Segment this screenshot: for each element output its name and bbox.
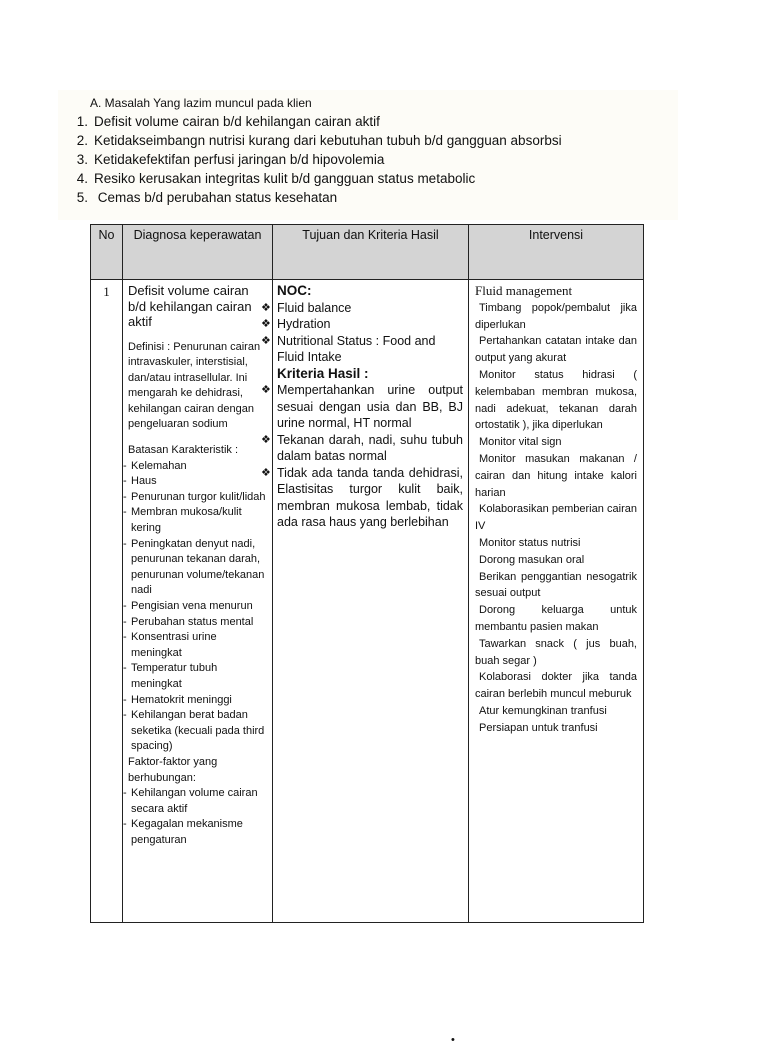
intervensi-cell [451, 280, 644, 1046]
list-item [123, 537, 268, 599]
diamond-bullet-icon: ❖ [261, 433, 271, 446]
intervention-item: Berikan penggantian nesogatrik sesuai output [475, 570, 637, 600]
list-item-text: Hematokrit meninggi [131, 693, 232, 706]
diamond-bullet-icon: ❖ [261, 318, 271, 330]
intervention-item: Monitor masukan makanan / cairan dan hitung intake kalori harian [475, 452, 637, 499]
dash-marker: - [123, 475, 127, 488]
dash-marker: - [123, 631, 127, 644]
list-item [123, 474, 268, 490]
header-tujuan: Tujuan dan Kriteria Hasil [273, 225, 469, 280]
list-item: 3. Ketidakefektifan perfusi jaringan b/d hipovolemia [76, 152, 385, 167]
list-item [123, 599, 268, 615]
list-item-text: Haus [131, 475, 157, 488]
list-item [123, 693, 268, 709]
list-item-text: Membran mukosa/kulit kering [131, 506, 242, 535]
intervensi-title: Fluid management [475, 283, 573, 298]
list-item-text: Konsentrasi urine meningkat [131, 631, 217, 659]
intervention-item: Tawarkan snack ( jus buah, buah segar ) [475, 637, 637, 667]
intervention-item: Atur kemungkinan tranfusi [479, 704, 607, 717]
list-item [261, 465, 463, 531]
list-item-text: Tidak ada tanda tanda dehidrasi, Elastisitas turgor kulit baik, membran mukosa lembab, tidak ada rasa haus yang berlebihan [277, 465, 463, 529]
list-item: 4. Resiko kerusakan integritas kulit b/d gangguan status metabolic [76, 171, 476, 186]
list-item-text: Kehilangan berat badan seketika (kecuali pada third spacing) [131, 709, 265, 753]
intervention-item: Monitor vital sign [479, 436, 562, 449]
list-item-text: Pengisian vena menurun [131, 600, 253, 612]
dash-marker: - [123, 818, 127, 831]
dash-marker: - [123, 787, 127, 800]
list-item: 2. Ketidakseimbangn nutrisi kurang dari kebutuhan tubuh b/d gangguan absorbsi [76, 133, 562, 148]
problem-list-section [58, 90, 678, 220]
list-item [261, 432, 463, 465]
intervention-item: Persiapan untuk tranfusi [479, 721, 598, 734]
intervensi-list [475, 300, 637, 737]
list-item [261, 300, 463, 317]
intervention-item: Dorong masukan oral [479, 553, 585, 566]
list-item [123, 490, 268, 506]
intervention-item: Pertahankan catatan intake dan output yang akurat [475, 335, 637, 365]
dash-marker: - [123, 662, 127, 675]
dash-marker: - [123, 709, 127, 722]
diagnosa-title: Defisit volume cairan b/d kehilangan cairan aktif [128, 283, 252, 329]
list-item-text: Perubahan status mental [131, 615, 254, 628]
list-item [123, 459, 268, 475]
list-item [123, 708, 268, 755]
batasan-label: Batasan Karakteristik : [128, 444, 239, 457]
dash-marker: - [123, 506, 127, 519]
tujuan-cell [261, 280, 469, 923]
dash-marker: - [123, 459, 127, 472]
list-item-text: Peningkatan denyut nadi, penurunan tekanan darah, penurunan volume/tekanan nadi [131, 537, 265, 597]
list-item: 1. Defisit volume cairan b/d kehilangan cairan aktif [76, 114, 380, 129]
diagnosa-cell [123, 280, 273, 923]
intervention-item: Timbang popok/pembalut jika diperlukan [475, 301, 637, 331]
section-heading: A. Masalah Yang lazim muncul pada klien [90, 96, 312, 110]
list-item-text: Penurunan turgor kulit/lidah [131, 490, 266, 503]
list-item-text: Temperatur tubuh meningkat [131, 662, 218, 690]
diamond-bullet-icon: ❖ [261, 301, 271, 314]
batasan-list [123, 459, 268, 755]
list-item-text: Tekanan darah, nadi, suhu tubuh dalam batas normal [277, 432, 463, 463]
dash-marker: - [123, 600, 127, 612]
row-number: 1 [91, 280, 123, 923]
list-item-text: Mempertahankan urine output sesuai dengan usia dan BB, BJ urine normal, HT normal [277, 383, 463, 430]
faktor-label: Faktor-faktor yang berhubungan: [128, 755, 218, 784]
list-item [123, 505, 268, 536]
list-item-text: Hydration [277, 317, 331, 331]
header-no: No [91, 225, 123, 280]
list-item [123, 661, 268, 692]
list-item [123, 630, 268, 661]
list-item: 5. Cemas b/d perubahan status kesehatan [76, 190, 338, 205]
dash-marker: - [123, 615, 127, 628]
kriteria-label: Kriteria Hasil : [277, 365, 369, 381]
table-header-row [91, 225, 644, 280]
intervention-item: Dorong keluarga untuk membantu pasien makan [475, 604, 637, 633]
noc-label: NOC: [277, 283, 312, 298]
diamond-bullet-icon: ❖ [261, 384, 271, 396]
intervention-item: Monitor status hidrasi ( kelembaban membran mukosa, nadi adekuat, tekanan darah ortostatik ), jika diperlukan [475, 368, 637, 432]
list-item-text: Nutritional Status : Food and Fluid Intake [277, 333, 436, 364]
diamond-bullet-icon: ❖ [261, 466, 271, 479]
list-item [123, 615, 268, 631]
list-item [261, 316, 463, 333]
list-item-text: Kelemahan [131, 459, 187, 472]
definisi-text: Definisi : Penurunan cairan intravaskuler, interstisial, dan/atau intrasellular. Ini mengarah ke dehidrasi, kehilangan cairan dengan pengeluaran sodium [128, 340, 261, 431]
list-item-text: Kegagalan mekanisme pengaturan [131, 818, 243, 846]
bullet-icon: • [451, 1034, 455, 1046]
kriteria-list [261, 382, 463, 531]
problem-list [58, 112, 562, 207]
faktor-list [123, 786, 268, 848]
list-item [123, 786, 268, 817]
dash-marker: - [123, 693, 127, 706]
care-plan-table [90, 224, 644, 1046]
noc-list [261, 300, 463, 366]
list-item [261, 382, 463, 432]
header-intervensi: Intervensi [469, 225, 644, 280]
list-item [123, 817, 268, 848]
dash-marker: - [123, 490, 127, 503]
list-item-text: Kehilangan volume cairan secara aktif [131, 787, 258, 815]
intervention-item: Monitor status nutrisi [479, 536, 581, 549]
header-diagnosa: Diagnosa keperawatan [123, 225, 273, 280]
list-item [261, 333, 463, 366]
intervention-item: Kolaborasi dokter jika tanda cairan berlebih muncul meburuk [475, 671, 637, 701]
list-item-text: Fluid balance [277, 300, 352, 315]
dash-marker: - [123, 537, 127, 550]
table-row [91, 280, 644, 923]
diamond-bullet-icon: ❖ [261, 334, 271, 347]
intervention-item: Kolaborasikan pemberian cairan IV [475, 503, 637, 533]
